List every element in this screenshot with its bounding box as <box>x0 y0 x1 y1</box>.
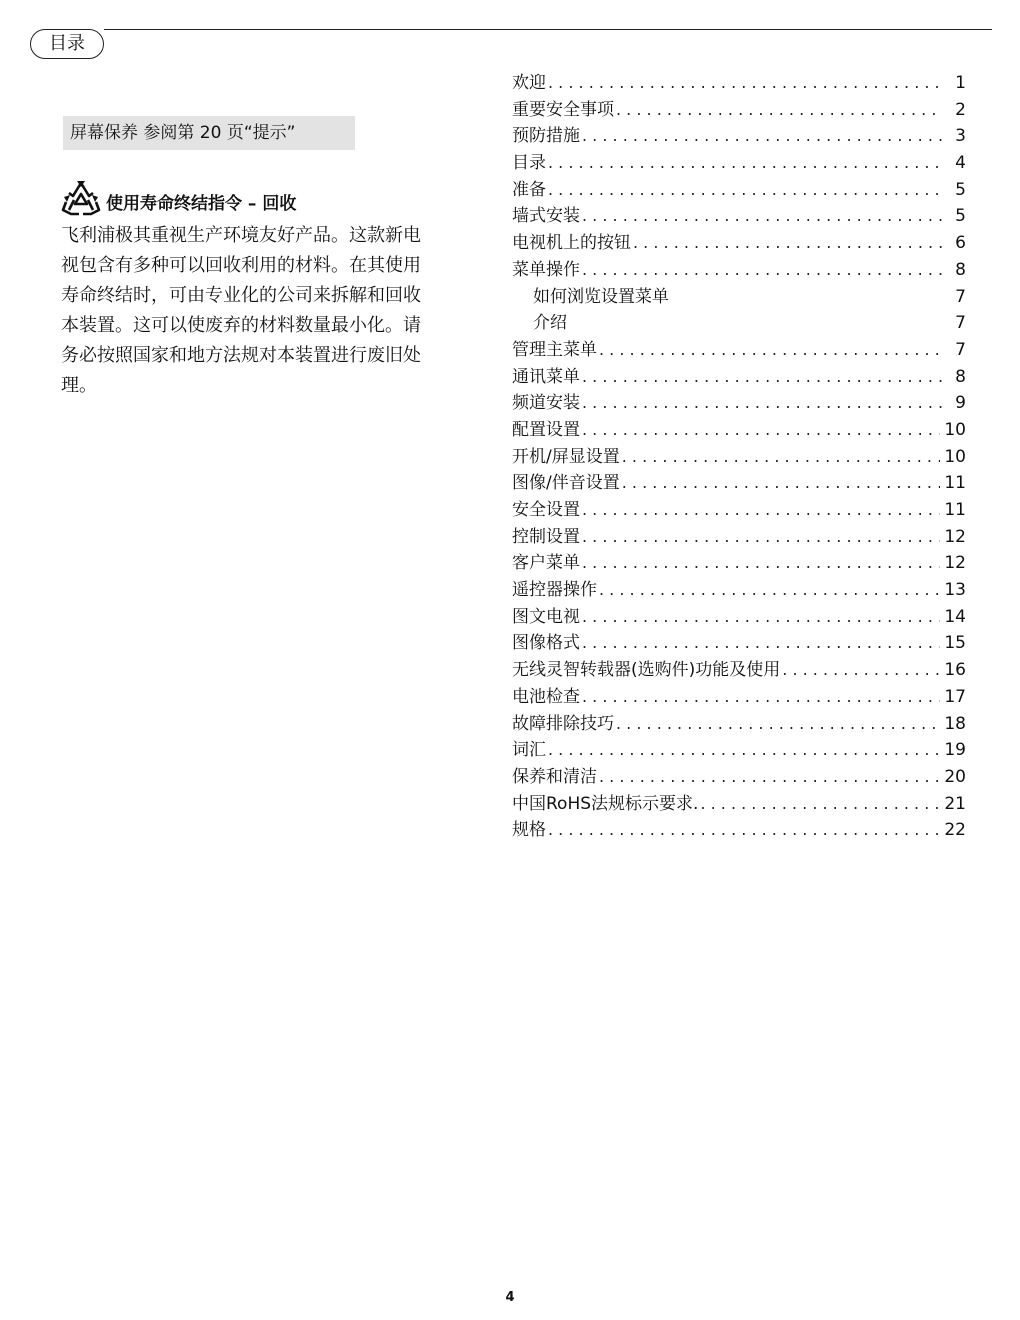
toc-page-number: 21 <box>944 793 966 814</box>
toc-dot-leader <box>597 577 940 604</box>
toc-entry-title: 保养和清洁 <box>512 766 597 787</box>
toc-dot-leader <box>580 123 942 150</box>
toc-dot-leader <box>698 791 940 818</box>
toc-entry-title: 客户菜单 <box>512 553 580 574</box>
toc-dot-leader <box>614 97 942 124</box>
toc-dot-leader <box>580 417 940 444</box>
toc-subentry-introduction[interactable] <box>512 310 966 337</box>
toc-page-number: 11 <box>944 473 966 494</box>
toc-entry-wall-mount[interactable] <box>512 203 966 230</box>
toc-entry-title: 故障排除技巧 <box>512 713 614 734</box>
toc-entry-control[interactable] <box>512 524 966 551</box>
toc-page-number: 7 <box>955 286 966 307</box>
toc-entry-title: 规格 <box>512 820 546 841</box>
toc-entry-precautions[interactable] <box>512 123 966 150</box>
toc-page-number: 18 <box>944 713 966 734</box>
toc-page-number: 5 <box>955 179 966 200</box>
toc-page-number: 12 <box>944 553 966 574</box>
toc-entry-comm-menu[interactable] <box>512 364 966 391</box>
toc-entry-contents[interactable] <box>512 150 966 177</box>
toc-entry-title: 欢迎 <box>512 73 546 93</box>
toc-dot-leader <box>620 444 941 471</box>
toc-page-number: 13 <box>944 580 966 601</box>
toc-page-number: 7 <box>955 339 966 360</box>
toc-entry-title: 控制设置 <box>512 526 580 547</box>
toc-page-number: 15 <box>944 633 966 654</box>
toc-page-number: 17 <box>944 686 966 707</box>
toc-entry-title: 管理主菜单 <box>512 339 597 360</box>
toc-entry-title: 开机/屏显设置 <box>512 446 620 467</box>
toc-entry-title: 安全设置 <box>512 500 580 520</box>
header-rule <box>104 29 992 30</box>
toc-dot-leader <box>546 737 940 764</box>
toc-page-number: 10 <box>944 419 966 440</box>
toc-dot-leader <box>546 817 940 844</box>
toc-page-number: 9 <box>955 393 966 414</box>
toc-entry-title: 图像/伴音设置 <box>512 473 620 494</box>
section-tab: 目录 <box>30 29 104 59</box>
toc-page-number: 2 <box>955 99 966 120</box>
toc-entry-title: 电视机上的按钮 <box>512 233 631 254</box>
toc-page-number: 7 <box>955 313 966 334</box>
toc-entry-title: 词汇 <box>512 740 546 761</box>
toc-page-number: 3 <box>955 126 966 147</box>
toc-dot-leader <box>580 364 942 391</box>
toc-entry-title: 墙式安装 <box>512 206 580 227</box>
recycle-icon <box>61 180 101 218</box>
toc-page-number: 8 <box>955 259 966 280</box>
toc-subentry-browse-menu[interactable] <box>512 284 966 311</box>
toc-entry-channel-install[interactable] <box>512 390 966 417</box>
toc-entry-title: 菜单操作 <box>512 259 580 280</box>
toc-page-number: 20 <box>944 766 966 787</box>
toc-entry-glossary[interactable] <box>512 737 966 764</box>
toc-entry-title: 通讯菜单 <box>512 366 580 387</box>
toc-page-number: 11 <box>944 500 966 520</box>
toc-entry-title: 配置设置 <box>512 419 580 440</box>
toc-entry-title: 无线灵智转载器(选购件)功能及使用 <box>512 660 781 681</box>
toc-dot-leader <box>620 470 941 497</box>
toc-entry-preparation[interactable] <box>512 177 966 204</box>
toc-entry-power-osd[interactable] <box>512 444 966 471</box>
toc-page-number: 4 <box>955 153 966 174</box>
toc-dot-leader <box>614 711 940 738</box>
toc-entry-title: 遥控器操作 <box>512 580 597 601</box>
toc-entry-title: 图文电视 <box>512 606 580 627</box>
toc-page-number: 14 <box>944 606 966 627</box>
toc-entry-specifications[interactable] <box>512 817 966 844</box>
toc-entry-main-menu[interactable] <box>512 337 966 364</box>
toc-page-number: 19 <box>944 740 966 761</box>
toc-dot-leader <box>580 550 940 577</box>
toc-entry-welcome[interactable] <box>512 70 966 97</box>
toc-dot-leader <box>546 177 942 204</box>
toc-entry-title: 频道安装 <box>512 393 580 414</box>
toc-entry-picture-format[interactable] <box>512 630 966 657</box>
toc-page-number: 16 <box>944 660 966 681</box>
toc-entry-title: 目录 <box>512 153 546 174</box>
toc-entry-teletext[interactable] <box>512 604 966 631</box>
toc-page-number: 5 <box>955 206 966 227</box>
toc-entry-config-settings[interactable] <box>512 417 966 444</box>
toc-page-number: 6 <box>955 233 966 254</box>
toc-dot-leader <box>580 524 940 551</box>
toc-entry-guest-menu[interactable] <box>512 550 966 577</box>
toc-page-number: 1 <box>955 73 966 93</box>
toc-entry-title: 准备 <box>512 179 546 200</box>
toc-entry-title: 图像格式 <box>512 633 580 654</box>
toc-dot-leader <box>580 203 942 230</box>
toc-dot-leader <box>546 150 942 177</box>
toc-entry-remote[interactable] <box>512 577 966 604</box>
toc-dot-leader <box>580 630 940 657</box>
toc-page-number: 12 <box>944 526 966 547</box>
toc-entry-safety[interactable] <box>512 97 966 124</box>
toc-entry-title: 重要安全事项 <box>512 99 614 120</box>
toc-dot-leader <box>580 390 942 417</box>
toc-entry-title: 如何浏览设置菜单 <box>533 286 669 307</box>
toc-entry-title: 电池检查 <box>512 686 580 707</box>
toc-dot-leader <box>597 337 942 364</box>
toc-entry-battery-check[interactable] <box>512 684 966 711</box>
toc-dot-leader <box>580 497 940 524</box>
toc-dot-leader <box>580 257 942 284</box>
toc-entry-rohs[interactable] <box>512 791 966 818</box>
toc-entry-tv-buttons[interactable] <box>512 230 966 257</box>
toc-entry-title: 中国RoHS法规标示要求. <box>512 793 699 814</box>
toc-entry-troubleshooting[interactable] <box>512 711 966 738</box>
toc-dot-leader <box>580 684 940 711</box>
screen-care-tip: 屏幕保养 参阅第 20 页“提示” <box>63 116 355 150</box>
toc-dot-leader <box>597 764 940 791</box>
toc-entry-picture-sound[interactable] <box>512 470 966 497</box>
toc-entry-wireless-loader[interactable] <box>512 657 966 684</box>
toc-entry-menu-operation[interactable] <box>512 257 966 284</box>
toc-page-number: 10 <box>944 446 966 467</box>
recycling-heading: 使用寿命终结指令 – 回收 <box>106 194 297 214</box>
toc-entry-care-cleaning[interactable] <box>512 764 966 791</box>
page-number: 4 <box>505 1290 515 1305</box>
toc-dot-leader <box>546 70 942 97</box>
recycling-paragraph: 飞利浦极其重视生产环境友好产品。这款新电视包含有多种可以回收利用的材料。在其使用寿命终结时，可由专业化的公司来拆解和回收本装置。这可以使废弃的材料数量最小化。请务必按照国家和地方法规对本装置进行废旧处理。 <box>61 225 421 396</box>
toc-entry-title: 介绍 <box>533 313 567 334</box>
toc-entry-title: 预防措施 <box>512 126 580 147</box>
toc-entry-security[interactable] <box>512 497 966 524</box>
toc-page-number: 8 <box>955 366 966 387</box>
toc-dot-leader <box>580 604 940 631</box>
toc-dot-leader <box>631 230 942 257</box>
toc-page-number: 22 <box>944 820 966 841</box>
toc-dot-leader <box>780 657 940 684</box>
table-of-contents <box>512 70 966 844</box>
